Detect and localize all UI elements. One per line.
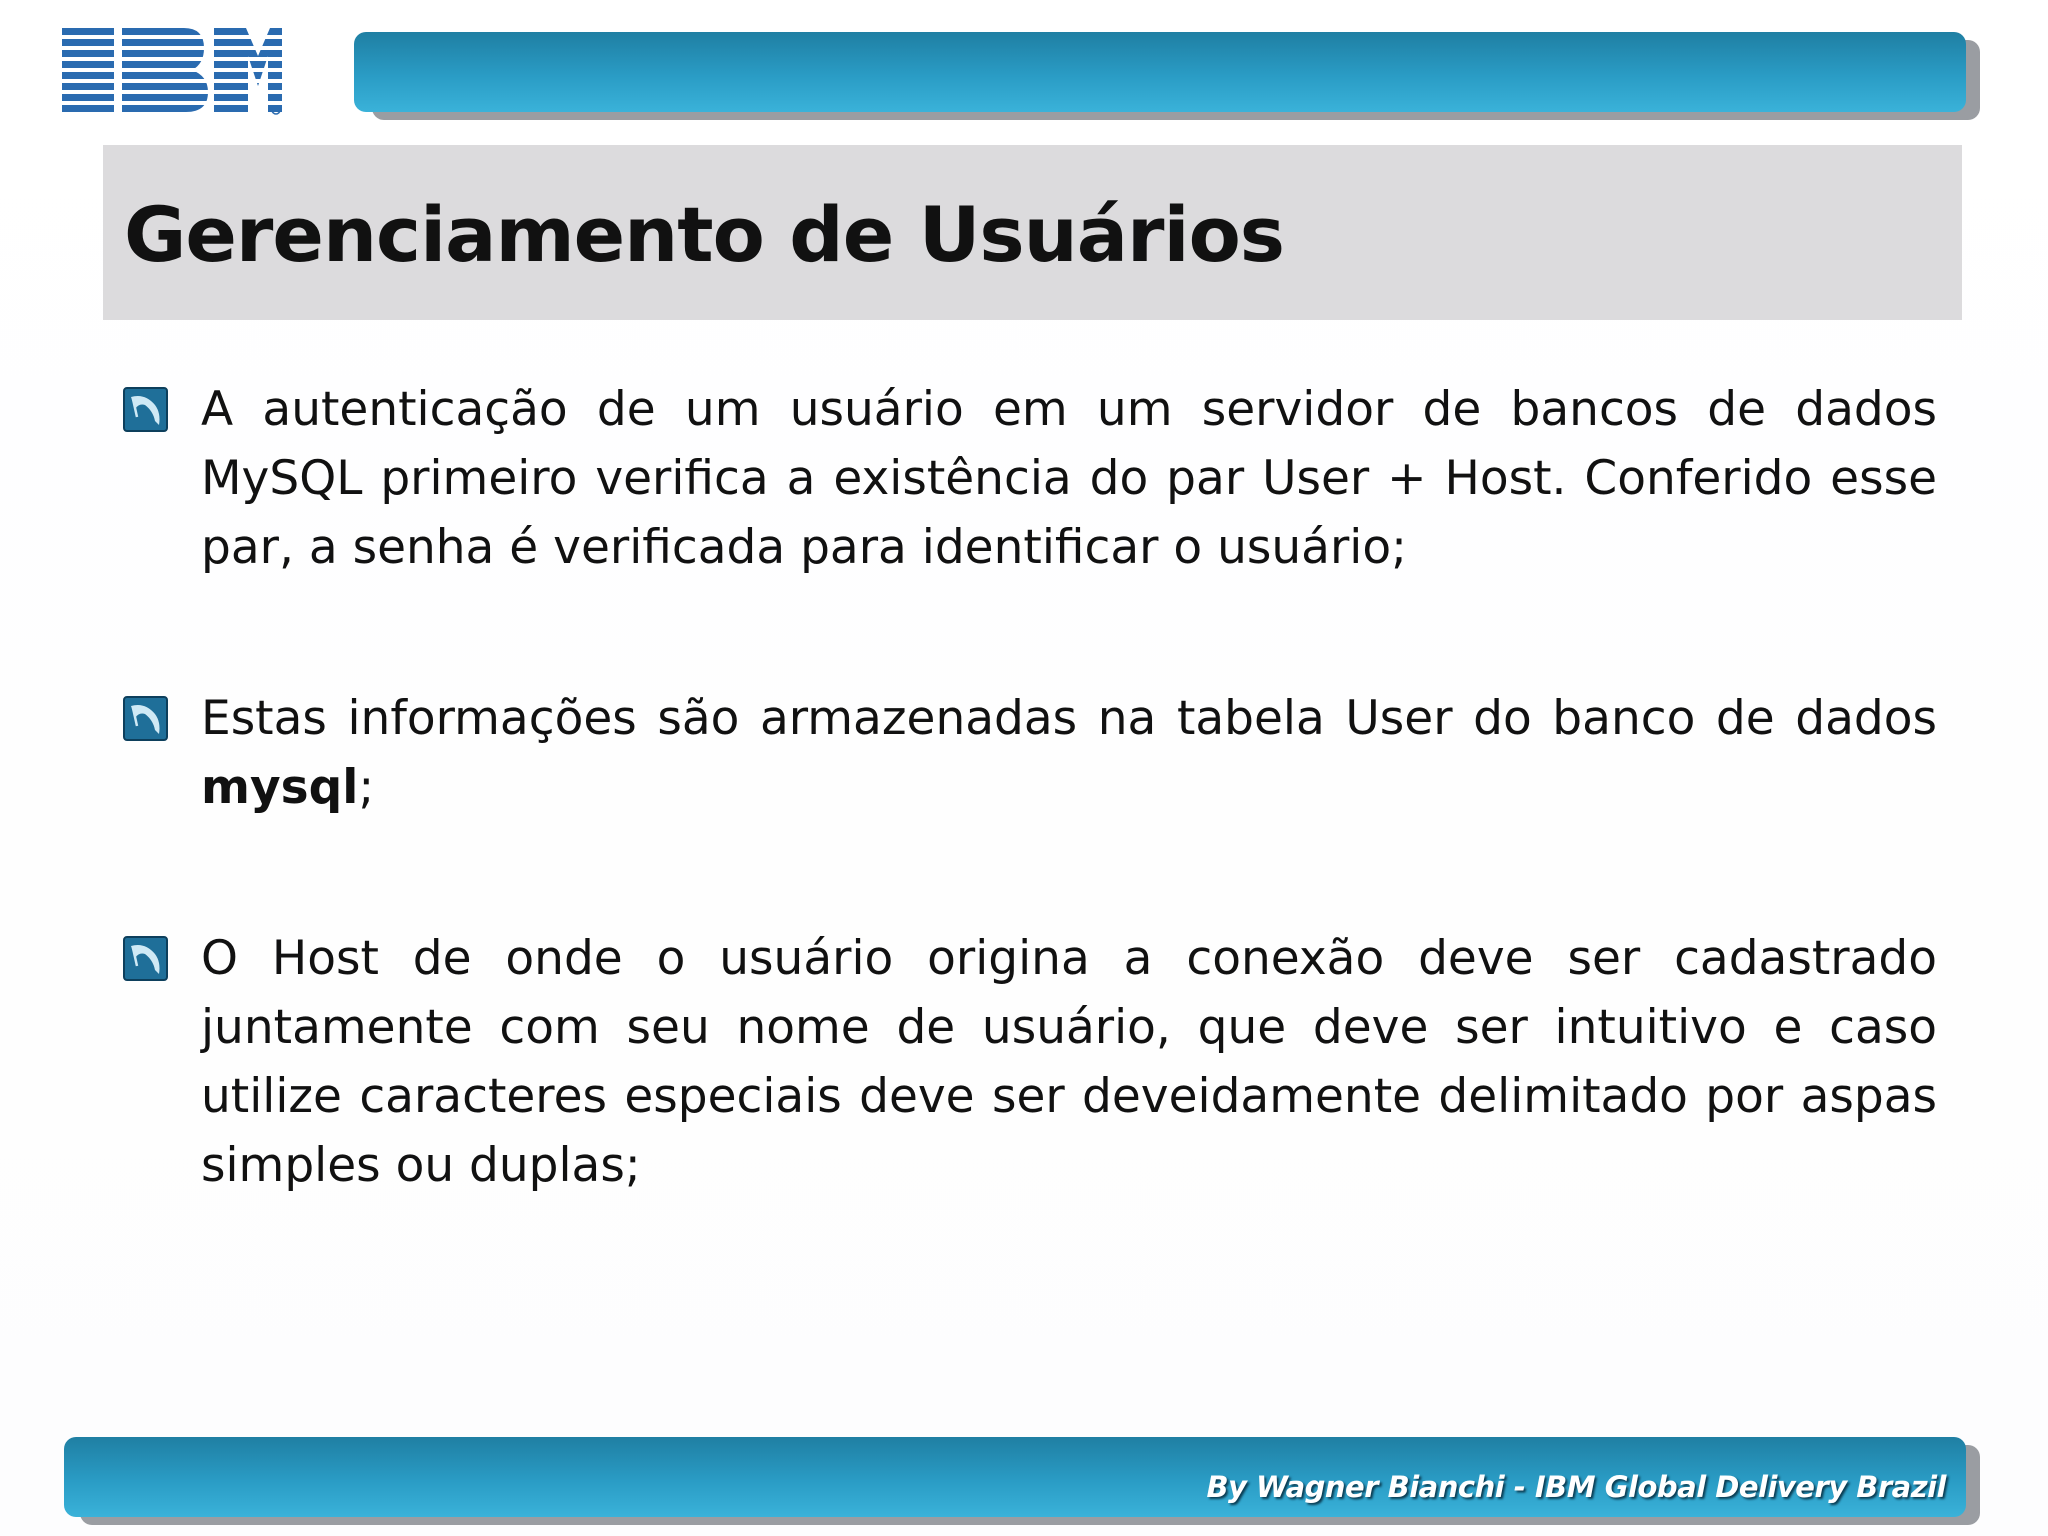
bullet-item [123, 375, 1937, 582]
bullet-text: O Host de onde o usuário origina a conexão deve ser cadastrado juntamente com seu nome de usuário, que deve ser intuitivo e caso utilize caracteres especiais deve ser deveidamente delimitado por aspas simples ou duplas; [201, 931, 1937, 1193]
slide-title: Gerenciamento de Usuários [124, 190, 1285, 279]
mysql-dolphin-icon [123, 387, 168, 432]
bullet-item [123, 684, 1937, 822]
mysql-dolphin-icon [123, 936, 168, 981]
bullet-list [123, 375, 1937, 1302]
bullet-text: A autenticação de um usuário em um servidor de bancos de dados MySQL primeiro verifica a existência do par User + Host. Conferido esse par, a senha é verificada para identificar o usuário; [201, 382, 1937, 575]
footer-credit: By Wagner Bianchi - IBM Global Delivery Brazil [1206, 1470, 1946, 1504]
top-banner-bar [354, 32, 1966, 112]
bold-term: mysql [201, 760, 359, 815]
bullet-text-part: Estas informações são armazenadas na tabela User do banco de dados [201, 691, 1937, 746]
bullet-text [201, 684, 1937, 822]
bullet-item [123, 924, 1937, 1200]
ibm-logo [62, 26, 282, 116]
mysql-dolphin-icon [123, 696, 168, 741]
bullet-text-part: ; [358, 760, 375, 815]
